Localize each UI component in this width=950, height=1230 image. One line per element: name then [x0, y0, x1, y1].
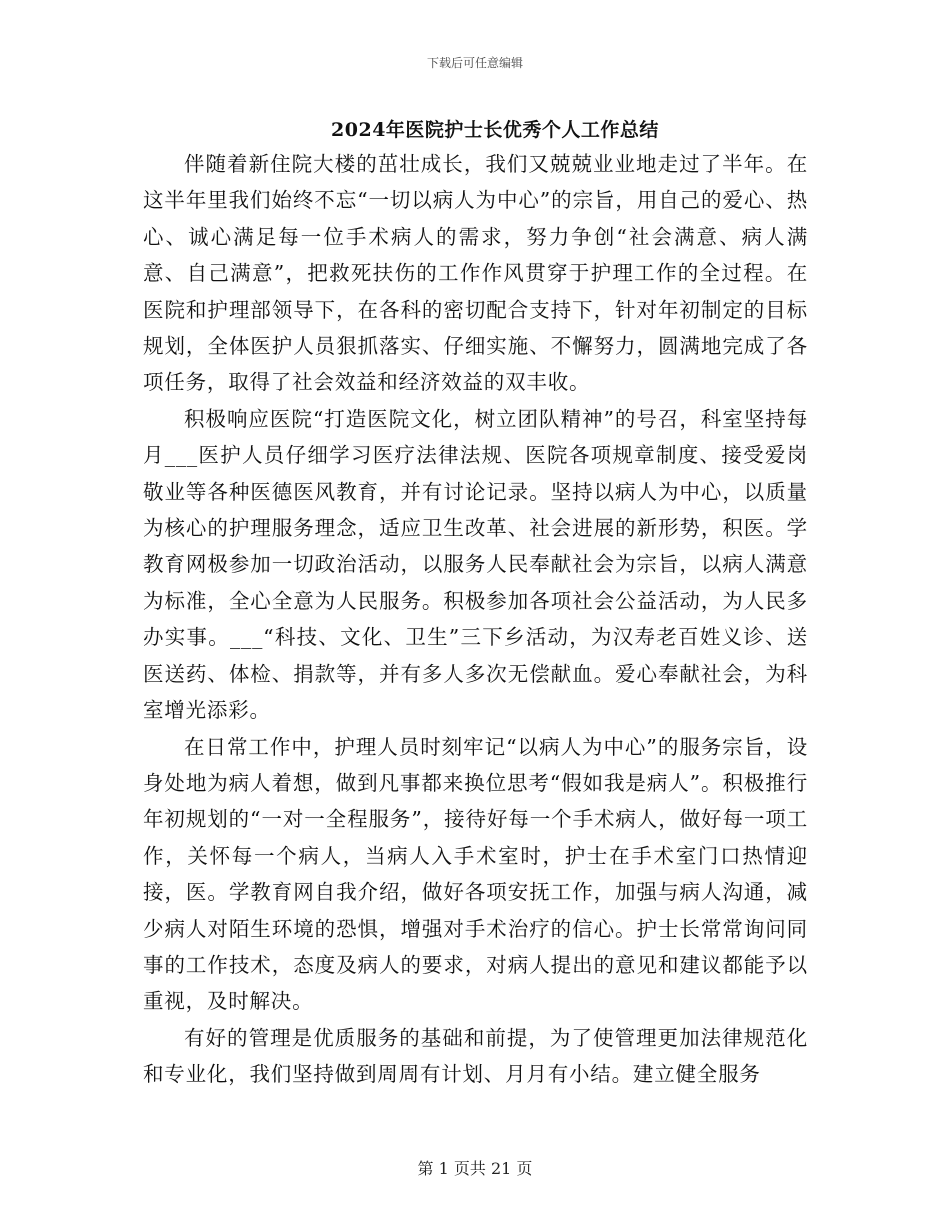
header-note: 下载后可任意编辑 [426, 56, 523, 70]
document-title: 2024年医院护士长优秀个人工作总结 [331, 119, 659, 141]
paragraph: 积极响应医院“打造医院文化，树立团队精神”的号召，科室坚持每月___医护人员仔细学习医疗法律法规、医院各项规章制度、接受爱岗敬业等各种医德医风教育，并有讨论记录。坚持以病人为中心，以质量为核心的护理服务理念，适应卫生改革、社会进展的新形势，积医。学教育网极参加一切政治活动，以服务人民奉献社会为宗旨，以病人满意为标准，全心全意为人民服务。积极参加各项社会公益活动，为人民多办实事。___“科技、文化、卫生”三下乡活动，为汉寿老百姓义诊、送医送药、体检、捐款等，并有多人多次无偿献血。爱心奉献社会，为科室增光添彩。 [143, 406, 808, 723]
document-body [143, 146, 808, 1093]
paragraph: 在日常工作中，护理人员时刻牢记“以病人为中心”的服务宗旨，设身处地为病人着想，做到凡事都来换位思考“假如我是病人”。积极推行年初规划的“一对一全程服务”，接待好每一个手术病人，做好每一项工作，关怀每一个病人，当病人入手术室时，护士在手术室门口热情迎接，医。学教育网自我介绍，做好各项安抚工作，加强与病人沟通，减少病人对陌生环境的恐惧，增强对手术治疗的信心。护士长常常询问同事的工作技术，态度及病人的要求，对病人提出的意见和建议都能予以重视，及时解决。 [143, 734, 808, 1014]
paragraph: 有好的管理是优质服务的基础和前提，为了使管理更加法律规范化和专业化，我们坚持做到周周有计划、月月有小结。建立健全服务 [143, 1025, 808, 1087]
page-number: 第 1 页共 21 页 [417, 1159, 533, 1178]
paragraph: 伴随着新住院大楼的茁壮成长，我们又兢兢业业地走过了半年。在这半年里我们始终不忘“一切以病人为中心”的宗旨，用自己的爱心、热心、诚心满足每一位手术病人的需求，努力争创“社会满意、病人满意、自己满意”，把救死扶伤的工作作风贯穿于护理工作的全过程。在医院和护理部领导下，在各科的密切配合支持下，针对年初制定的目标规划，全体医护人员狠抓落实、仔细实施、不懈努力，圆满地完成了各项任务，取得了社会效益和经济效益的双丰收。 [143, 152, 808, 395]
